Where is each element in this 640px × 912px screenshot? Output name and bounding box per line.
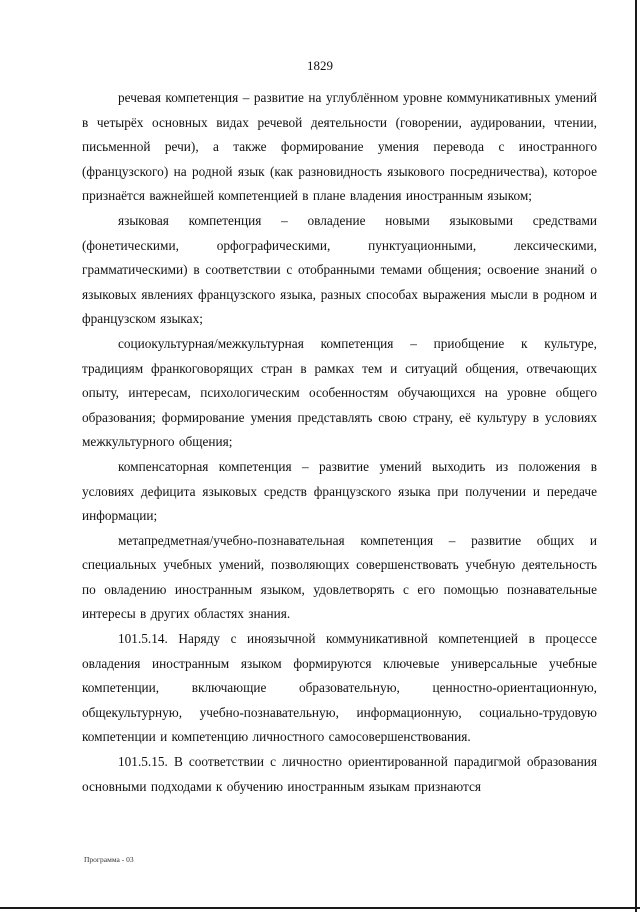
paragraph-101-5-15: 101.5.15. В соответствии с личностно ориентированной парадигмой образования основными подходами к обучению иностранным языкам признаются xyxy=(82,754,597,794)
paragraph-sociocultural-competence: социокультурная/межкультурная компетенция – приобщение к культуре, традициям франкоговорящих стран в рамках тем и ситуаций общения, отвечающих опыту, интересам, психологическим особенностям обучающихся на уровне общего образования; формирование умения представлять свою страну, её культуру в условиях межкультурного общения; xyxy=(82,335,597,450)
page-number: 1829 xyxy=(307,58,333,73)
scan-edge-bottom xyxy=(0,907,640,909)
scan-edge-right xyxy=(635,0,637,912)
page-footer: Программа - 03 xyxy=(84,855,134,864)
document-body xyxy=(82,86,597,799)
paragraph-101-5-14: 101.5.14. Наряду с иноязычной коммуникативной компетенцией в процессе овладения иностранным языком формируются ключевые универсальные учебные компетенции, включающие образовательную, ценностно-ориентационную, общекультурную, учебно-познавательную, информационную, социально-трудовую компетенции и компетенцию личностного самосовершенствования. xyxy=(82,631,597,745)
paragraph-compensatory-competence: компенсаторная компетенция – развитие умений выходить из положения в условиях дефицита языковых средств французского языка при получении и передаче информации; xyxy=(82,458,597,524)
paragraph-speech-competence: речевая компетенция – развитие на углублённом уровне коммуникативных умений в четырёх основных видах речевой деятельности (говорении, аудировании, чтении, письменной речи), а также формирование умения перевода с иностранного (французского) на родной язык (как разновидность языкового посредничества), которое признаётся важнейшей компетенцией в плане владения иностранным языком; xyxy=(82,90,597,204)
paragraph-metasubject-competence: метапредметная/учебно-познавательная компетенция – развитие общих и специальных учебных умений, позволяющих совершенствовать учебную деятельность по овладению иностранным языком, удовлетворять с его помощью познавательные интересы в других областях знания. xyxy=(82,532,597,622)
paragraph-language-competence: языковая компетенция – овладение новыми языковыми средствами (фонетическими, орфографическими, пунктуационными, лексическими, грамматическими) в соответствии с отобранными темами общения; освоение знаний о языковых явлениях французского языка, разных способах выражения мысли в родном и французском языках; xyxy=(82,212,597,327)
